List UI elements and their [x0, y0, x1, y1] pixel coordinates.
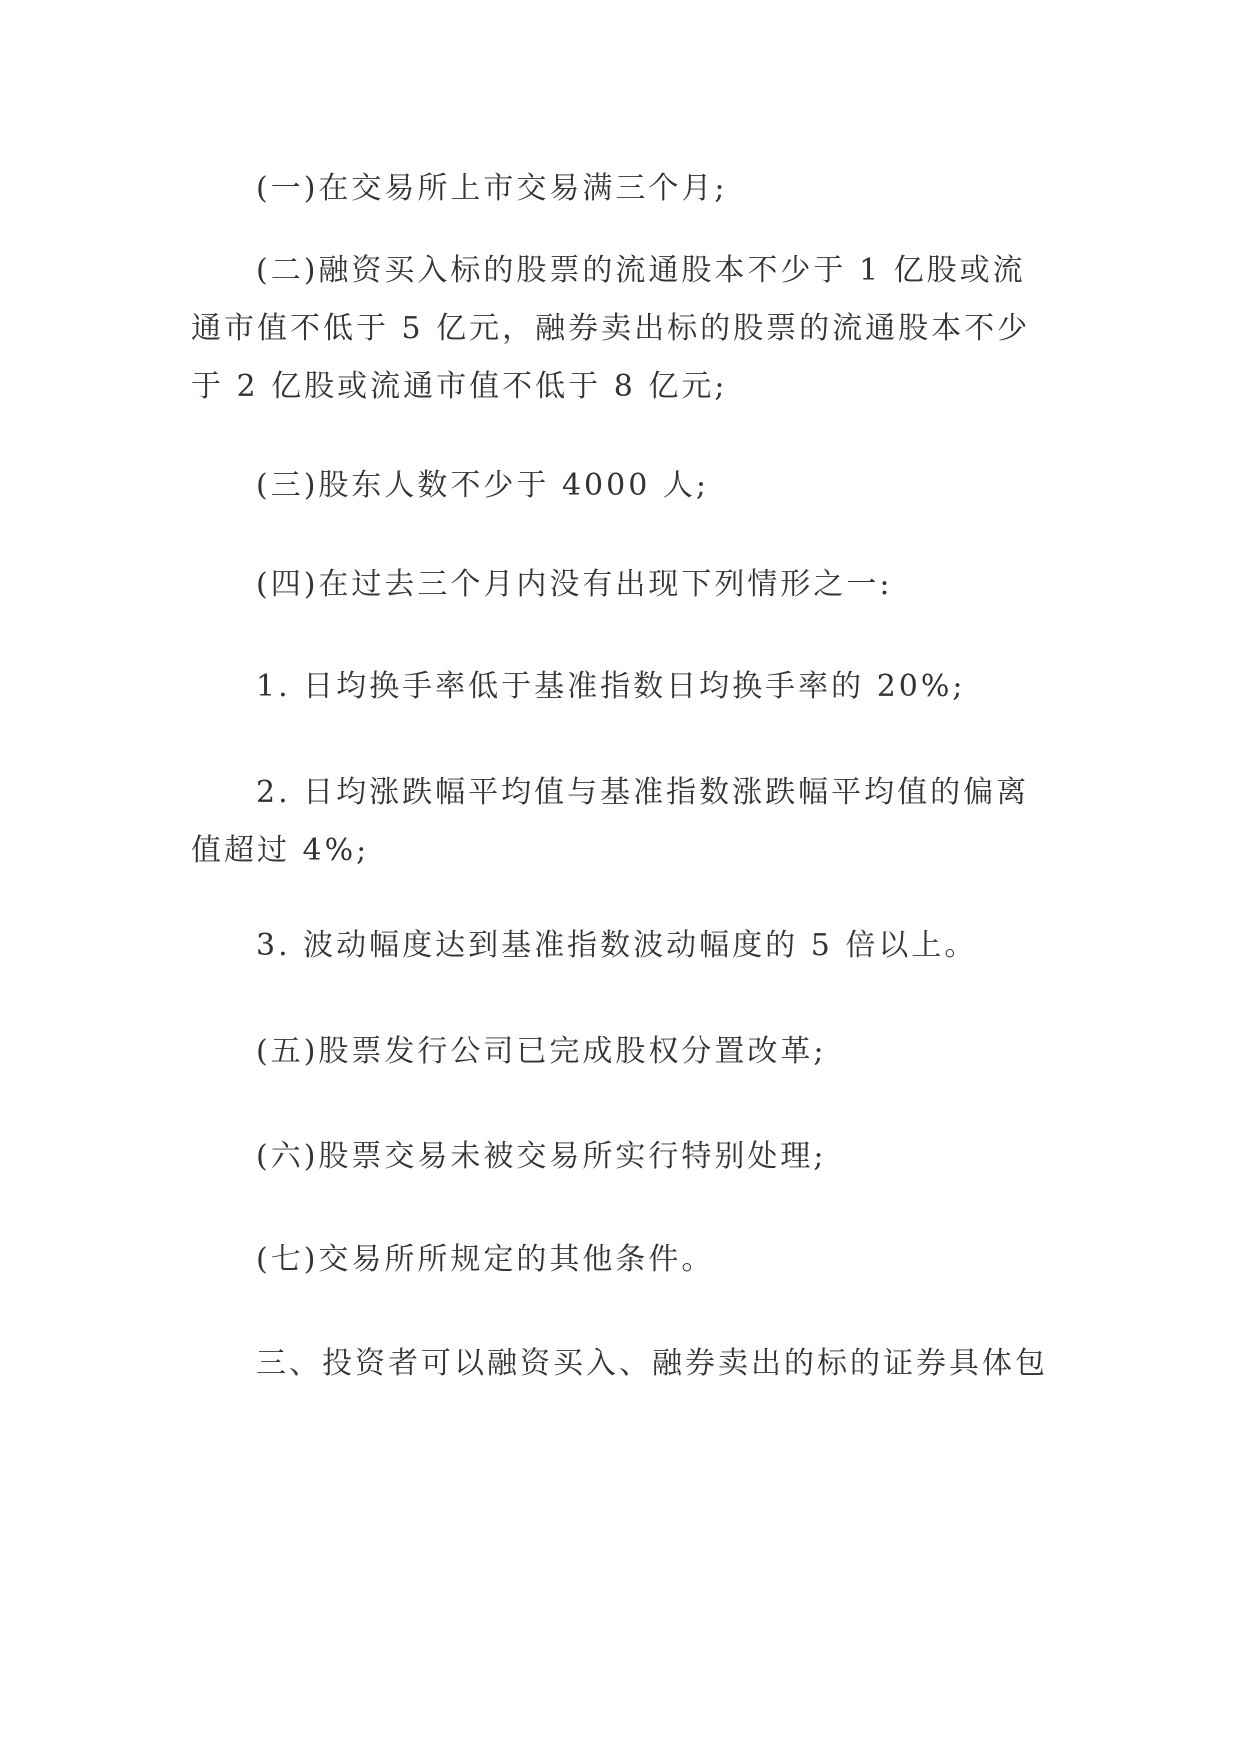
paragraph-condition-4: (四)在过去三个月内没有出现下列情形之一: [256, 567, 893, 602]
paragraph-section-3: 三、投资者可以融资买入、融券卖出的标的证券具体包 [256, 1346, 1048, 1381]
paragraph-condition-6: (六)股票交易未被交易所实行特别处理; [256, 1139, 827, 1174]
paragraph-subitem-1: 1. 日均换手率低于基准指数日均换手率的 20%; [256, 669, 966, 704]
paragraph-subitem-2: 2. 日均涨跌幅平均值与基准指数涨跌幅平均值的偏离值超过 4%; [191, 775, 1030, 868]
paragraph-condition-2: (二)融资买入标的股票的流通股本不少于 1 亿股或流通市值不低于 5 亿元，融券卖出标的股票的流通股本不少于 2 亿股或流通市值不低于 8 亿元; [191, 253, 1031, 404]
paragraph-condition-1: (一)在交易所上市交易满三个月; [256, 171, 728, 206]
paragraph-condition-7: (七)交易所所规定的其他条件。 [256, 1242, 715, 1277]
paragraph-subitem-3: 3. 波动幅度达到基准指数波动幅度的 5 倍以上。 [256, 928, 978, 963]
paragraph-condition-3: (三)股东人数不少于 4000 人; [256, 468, 709, 503]
paragraph-condition-5: (五)股票发行公司已完成股权分置改革; [256, 1034, 827, 1069]
